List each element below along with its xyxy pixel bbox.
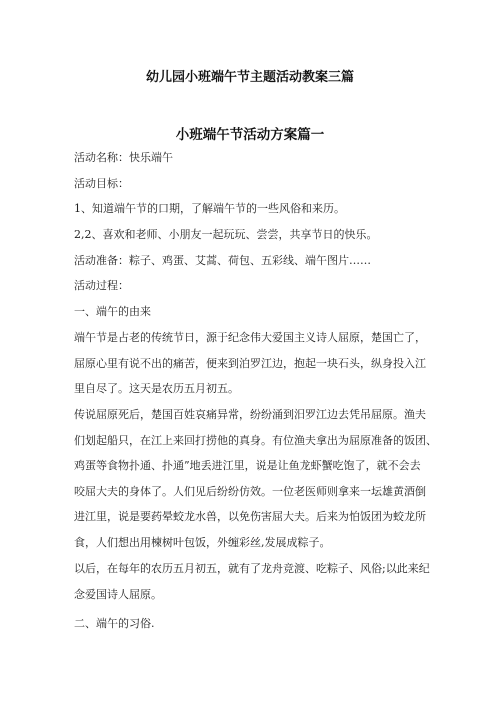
part-1-heading: 一、端午的由来 — [74, 305, 151, 318]
paragraph-line: 传说屈原死后，楚国百姓哀痛异常，纷纷涌到汨罗江边去凭吊屈原。渔夫 — [74, 408, 426, 421]
paragraph-line: 屈原心里有说不出的痛苦，便来到泊罗江边，抱起一块石头，纵身投入江 — [74, 356, 426, 370]
origin-paragraph-2 — [74, 402, 440, 555]
paragraph-line: 进江里，说是要药晕蛟龙水兽，以免伤害屈大夫。后来为怕饭团为蛟龙所 — [74, 510, 426, 523]
paragraph-line: 以后，在每年的农历五月初五，就有了龙舟竞渡、吃粽子、风俗;以此来纪 — [74, 562, 430, 575]
document-title: 幼儿园小班端午节主题活动教案三篇 — [145, 70, 354, 85]
activity-name-line: 活动名称：快乐端午 — [74, 151, 173, 164]
section-title: 小班端午节活动方案篇一 — [175, 127, 325, 143]
process-label: 活动过程： — [74, 279, 129, 292]
preparation-line: 活动准备：粽子、鸡蛋、艾蒿、荷包、五彩线、端午图片…… — [74, 254, 371, 267]
paragraph-line: 食，人们想出用楝树叶包饭，外缠彩丝,发展成粽子。 — [74, 535, 331, 549]
paragraph-line: 鸡蛋等食物扑通、扑通”地丢进江里，说是让鱼龙虾蟹吃饱了，就不会去 — [74, 459, 421, 472]
paragraph-line: 端午节是占老的传统节日，源于纪念伟大爱国主义诗人屈原，楚国亡了， — [74, 331, 426, 344]
origin-paragraph-1 — [74, 325, 440, 402]
goal-1-line: 1、知道端午节的口期，了解端午节的一些风俗和来历。 — [74, 202, 345, 215]
paragraph-line: 念爱国诗人屈原。 — [74, 587, 162, 601]
paragraph-line: 里自尽了。这天是农历五月初五。 — [74, 382, 239, 395]
activity-goals-label: 活动目标： — [74, 177, 129, 190]
part-2-heading: 二、端午的习俗. — [74, 617, 155, 630]
goal-2-line: 2,2、喜欢和老师、小朋友一起玩玩、尝尝，共享节日的快乐。 — [74, 228, 378, 241]
paragraph-line: 咬屈大夫的身体了。人们见后纷纷仿效。一位老医师则拿来一坛雄黄酒倒 — [74, 484, 426, 498]
paragraph-line: 们划起船只，在江上来回打捞他的真身。有位渔夫拿出为屈原准备的饭团、 — [74, 433, 437, 447]
origin-paragraph-3 — [74, 556, 440, 607]
